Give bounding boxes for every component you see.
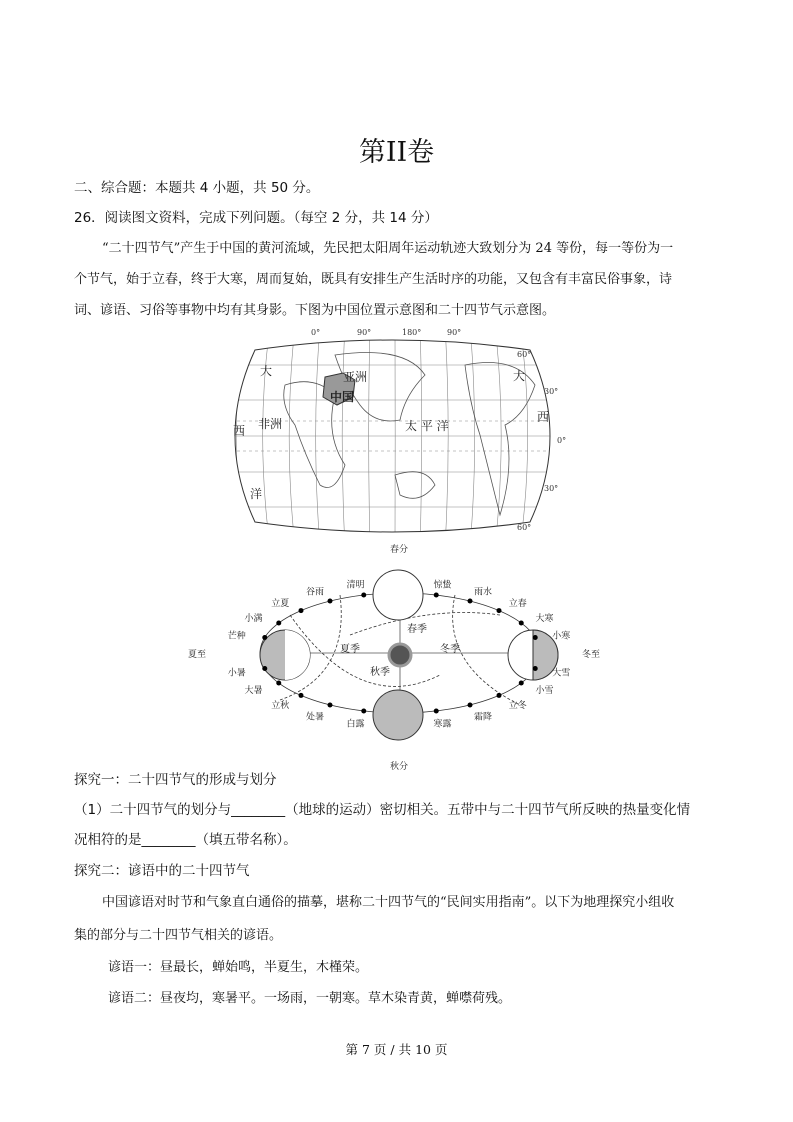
lat-label: 30° [544, 387, 559, 396]
proverb-1: 谚语一：昼最长，蝉始鸣，半夏生，木槿荣。 [108, 960, 369, 975]
season-label: 秋季 [370, 667, 390, 678]
lat-label: 0° [557, 436, 567, 445]
solar-term-label: 夏至 [188, 650, 207, 660]
solar-term-label: 冬至 [582, 650, 601, 660]
solar-term-label: 芒种 [227, 631, 246, 642]
lat-label: 60° [517, 523, 532, 532]
china-label: 中国 [330, 390, 355, 404]
solar-term-dot [328, 702, 333, 707]
solar-term-label: 春分 [390, 545, 409, 555]
solar-term-dot [434, 593, 439, 598]
question-1-line: 况相符的是________（填五带名称）。 [74, 832, 297, 848]
solar-term-label: 秋分 [390, 762, 409, 772]
solar-term-label: 小雪 [535, 686, 554, 696]
solar-term-dot [468, 702, 473, 707]
paragraph-line: 中国谚语对时节和气象直白通俗的描摹，堪称二十四节气的“民间实用指南”。以下为地理探究小组收 [102, 895, 675, 910]
solar-term-label: 处暑 [306, 712, 325, 723]
solar-term-label: 大暑 [244, 686, 263, 696]
solar-term-dot [533, 635, 538, 640]
paragraph-line: 个节气，始于立春，终于大寒，周而复始，既具有安排生产生活时序的功能，又包含有丰富民俗事象，诗 [74, 272, 673, 287]
proverb-2: 谚语二：昼夜均，寒暑平。一场雨，一朝寒。草木染青黄，蝉噤荷残。 [108, 991, 512, 1006]
solar-term-label: 惊蛰 [433, 580, 452, 591]
solar-term-label: 小暑 [227, 668, 246, 679]
lat-label: 30° [544, 484, 559, 493]
solar-term-label: 大雪 [552, 668, 571, 679]
solar-term-dot [533, 666, 538, 671]
season-label: 冬季 [440, 644, 460, 655]
atlantic-label: 大 [260, 364, 273, 378]
solar-term-label: 霜降 [474, 712, 493, 723]
solar-term-dot [361, 593, 366, 598]
atlantic-label: 洋 [250, 487, 263, 501]
solar-term-label: 小满 [244, 614, 263, 624]
explore-1-heading: 探究一：二十四节气的形成与划分 [74, 772, 277, 788]
world-map [225, 325, 567, 547]
lat-label: 60° [517, 350, 532, 359]
solar-term-dot [468, 599, 473, 604]
lon-label: 90° [357, 328, 372, 337]
solar-term-label: 白露 [346, 719, 365, 730]
season-label: 夏季 [340, 644, 360, 655]
solar-term-label: 清明 [346, 580, 365, 591]
solar-term-dot [519, 621, 524, 626]
solar-term-dot [262, 635, 267, 640]
solar-term-label: 寒露 [433, 719, 452, 730]
solar-term-dot [434, 708, 439, 713]
solar-term-label: 小寒 [552, 631, 571, 642]
season-label: 春季 [407, 624, 427, 635]
solar-term-label: 谷雨 [306, 587, 325, 598]
pacific-label: 太 平 洋 [405, 419, 449, 433]
page-title: 第II卷 [358, 137, 435, 168]
solar-term-dot [299, 608, 304, 613]
africa-label: 非洲 [258, 417, 283, 431]
solar-term-label: 大寒 [535, 614, 554, 624]
explore-2-heading: 探究二：谚语中的二十四节气 [74, 863, 250, 879]
solar-term-dot [262, 666, 267, 671]
page-footer: 第 7 页 / 共 10 页 [345, 1042, 448, 1057]
atlantic-label: 西 [233, 424, 246, 438]
asia-label: 亚洲 [343, 370, 368, 384]
solar-term-dot [276, 621, 281, 626]
section-heading: 二、综合题：本题共 4 小题，共 50 分。 [74, 180, 320, 196]
solar-term-dot [328, 599, 333, 604]
paragraph-line: “二十四节气”产生于中国的黄河流域，先民把太阳周年运动轨迹大致划分为 24 等份，每一等份为一 [102, 241, 674, 256]
solar-term-label: 立夏 [271, 599, 290, 610]
lon-label: 0° [311, 328, 321, 337]
atlantic-label: 大 [513, 369, 526, 383]
paragraph-line: 词、谚语、习俗等事物中均有其身影。下图为中国位置示意图和二十四节气示意图。 [74, 303, 556, 318]
solar-term-dot [276, 681, 281, 686]
solar-term-dot [299, 693, 304, 698]
solar-term-dot [496, 693, 501, 698]
paragraph-line: 集的部分与二十四节气相关的谚语。 [74, 928, 283, 943]
lon-label: 90° [447, 328, 462, 337]
question-1-line: （1）二十四节气的划分与________（地球的运动）密切相关。五带中与二十四节气所反映的热量变化情 [74, 802, 691, 818]
solar-terms-diagram [188, 545, 601, 772]
solar-term-label: 雨水 [474, 587, 493, 598]
solar-term-dot [496, 608, 501, 613]
solar-term-label: 立春 [508, 599, 527, 610]
solar-term-dot [519, 681, 524, 686]
atlantic-label: 西 [537, 410, 550, 424]
solar-term-label: 立秋 [271, 700, 290, 711]
solar-term-dot [361, 708, 366, 713]
lon-label: 180° [402, 328, 422, 337]
question-heading: 26．阅读图文资料，完成下列问题。（每空 2 分，共 14 分） [74, 210, 438, 226]
solar-term-label: 立冬 [508, 700, 527, 711]
